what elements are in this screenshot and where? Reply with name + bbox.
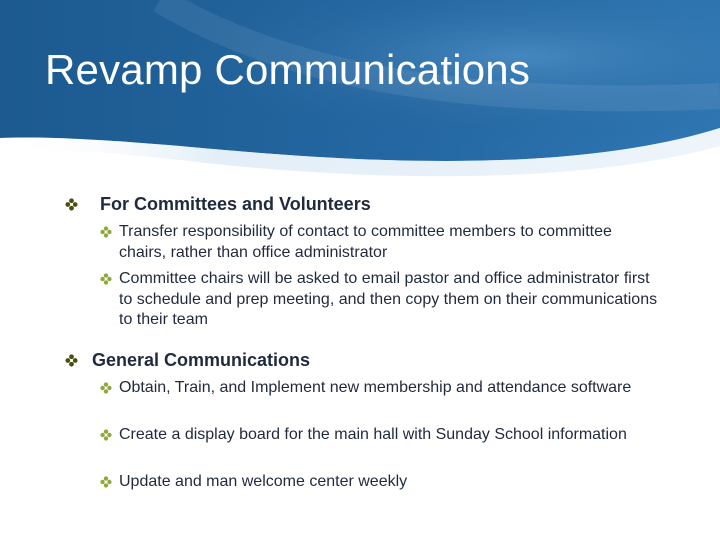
- slide-title: Revamp Communications: [45, 46, 531, 93]
- diamond-bullet-icon: [100, 476, 112, 488]
- diamond-bullet-icon: [65, 198, 78, 211]
- list-item: Obtain, Train, and Implement new membership and attendance software: [119, 379, 632, 396]
- section-heading: General Communications: [92, 350, 311, 370]
- list-item: Create a display board for the main hall with Sunday School information: [119, 426, 627, 443]
- list-item: Transfer responsibility of contact to committee members to committee chairs, rather than office administrator: [119, 223, 612, 261]
- diamond-bullet-icon: [100, 273, 112, 285]
- list-item: Update and man welcome center weekly: [119, 473, 408, 490]
- diamond-bullet-icon: [65, 354, 78, 367]
- list-item: Committee chairs will be asked to email pastor and office administrator first to schedule and prep meeting, and then copy them on their communications to their team: [119, 270, 658, 328]
- diamond-bullet-icon: [100, 226, 112, 238]
- title-banner-background: [0, 0, 720, 200]
- diamond-bullet-icon: [100, 429, 112, 441]
- diamond-bullet-icon: [100, 382, 112, 394]
- section-heading: For Committees and Volunteers: [100, 194, 371, 214]
